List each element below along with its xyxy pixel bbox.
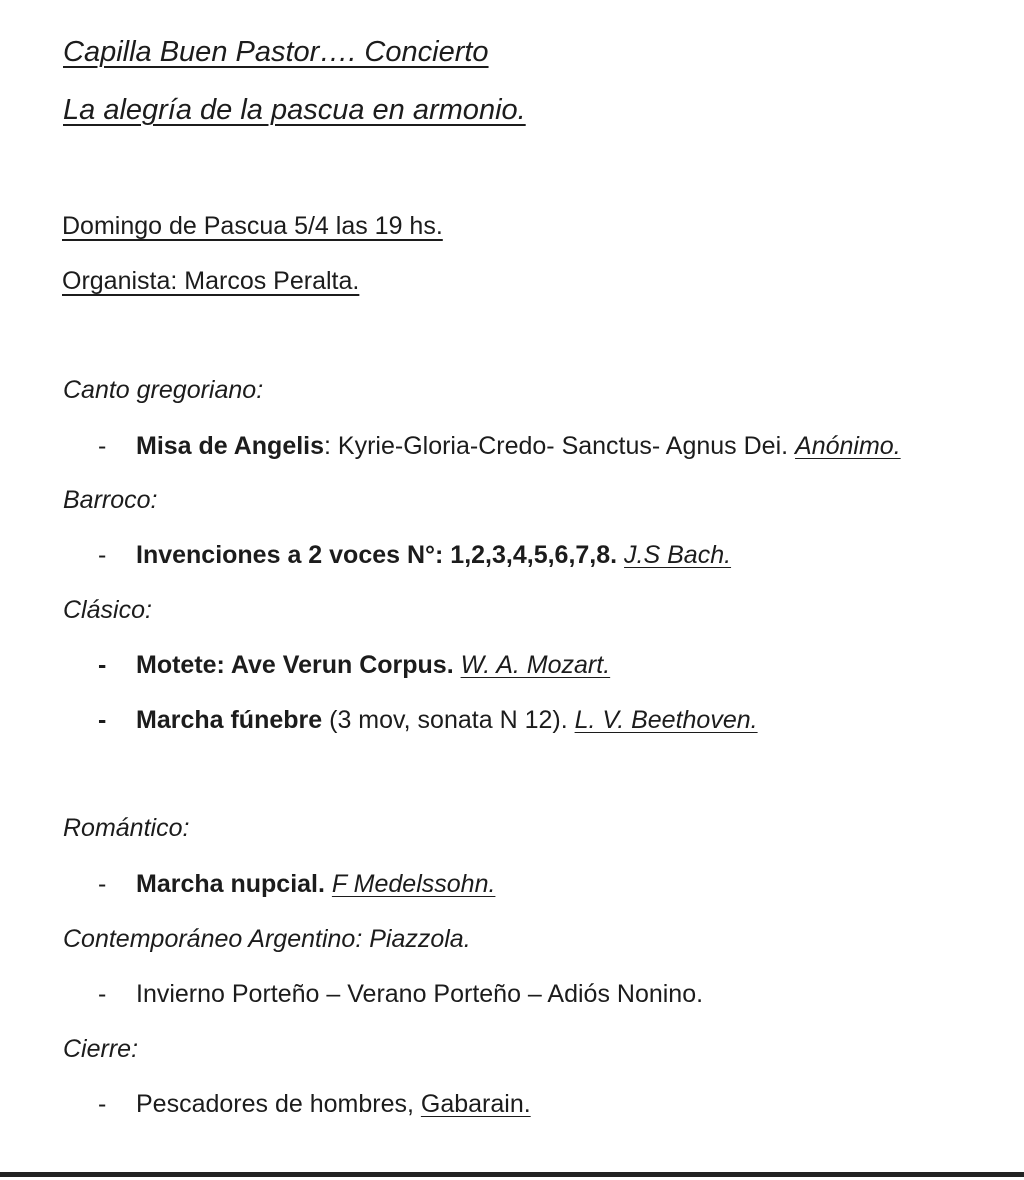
piece-title: Marcha fúnebre <box>136 706 323 734</box>
list-dash: - <box>98 541 107 569</box>
heading-canto-gregoriano: Canto gregoriano: <box>63 376 264 404</box>
piece-title: Invenciones a 2 voces N°: 1,2,3,4,5,6,7,8. <box>136 541 618 569</box>
list-item-misa-de-angelis <box>98 432 901 461</box>
list-item-marcha-funebre <box>98 706 758 735</box>
title-line-1: Capilla Buen Pastor…. Concierto <box>63 36 489 68</box>
list-dash: - <box>98 651 107 679</box>
heading-contemporaneo: Contemporáneo Argentino: Piazzola. <box>63 925 471 953</box>
bottom-rule <box>0 1172 1024 1177</box>
concert-date: Domingo de Pascua 5/4 las 19 hs. <box>62 212 443 240</box>
composer-name: L. V. Beethoven. <box>574 706 758 734</box>
composer-name: W. A. Mozart. <box>460 651 611 679</box>
heading-romantico: Romántico: <box>63 814 190 842</box>
heading-clasico: Clásico: <box>63 596 152 624</box>
piece-detail: : Kyrie-Gloria-Credo- Sanctus- Agnus Dei. <box>324 432 796 460</box>
list-dash: - <box>98 432 107 460</box>
composer-name: J.S Bach. <box>624 541 732 569</box>
piece-title: Marcha nupcial. <box>136 870 325 898</box>
list-dash: - <box>98 1090 107 1118</box>
piece-detail: (3 mov, sonata N 12). <box>322 706 575 734</box>
list-dash: - <box>98 706 107 734</box>
composer-name: Anónimo. <box>795 432 901 460</box>
list-item-piazzolla-works <box>98 980 703 1009</box>
list-dash: - <box>98 980 107 1008</box>
composer-name: F Medelssohn. <box>331 870 496 898</box>
piece-title: Misa de Angelis <box>136 432 325 460</box>
composer-name: Gabarain. <box>420 1090 531 1118</box>
title-line-2: La alegría de la pascua en armonio. <box>63 94 526 126</box>
heading-barroco: Barroco: <box>63 486 158 514</box>
piece-title: Pescadores de hombres, <box>136 1090 421 1118</box>
piece-title: Invierno Porteño – Verano Porteño – Adiós Nonino. <box>136 980 704 1008</box>
heading-cierre: Cierre: <box>63 1035 139 1063</box>
list-item-pescadores <box>98 1090 531 1119</box>
list-item-motete <box>98 651 610 680</box>
list-item-marcha-nupcial <box>98 870 495 899</box>
list-dash: - <box>98 870 107 898</box>
organist-line: Organista: Marcos Peralta. <box>62 267 360 295</box>
piece-title: Motete: Ave Verun Corpus. <box>136 651 454 679</box>
list-item-invenciones <box>98 541 731 570</box>
